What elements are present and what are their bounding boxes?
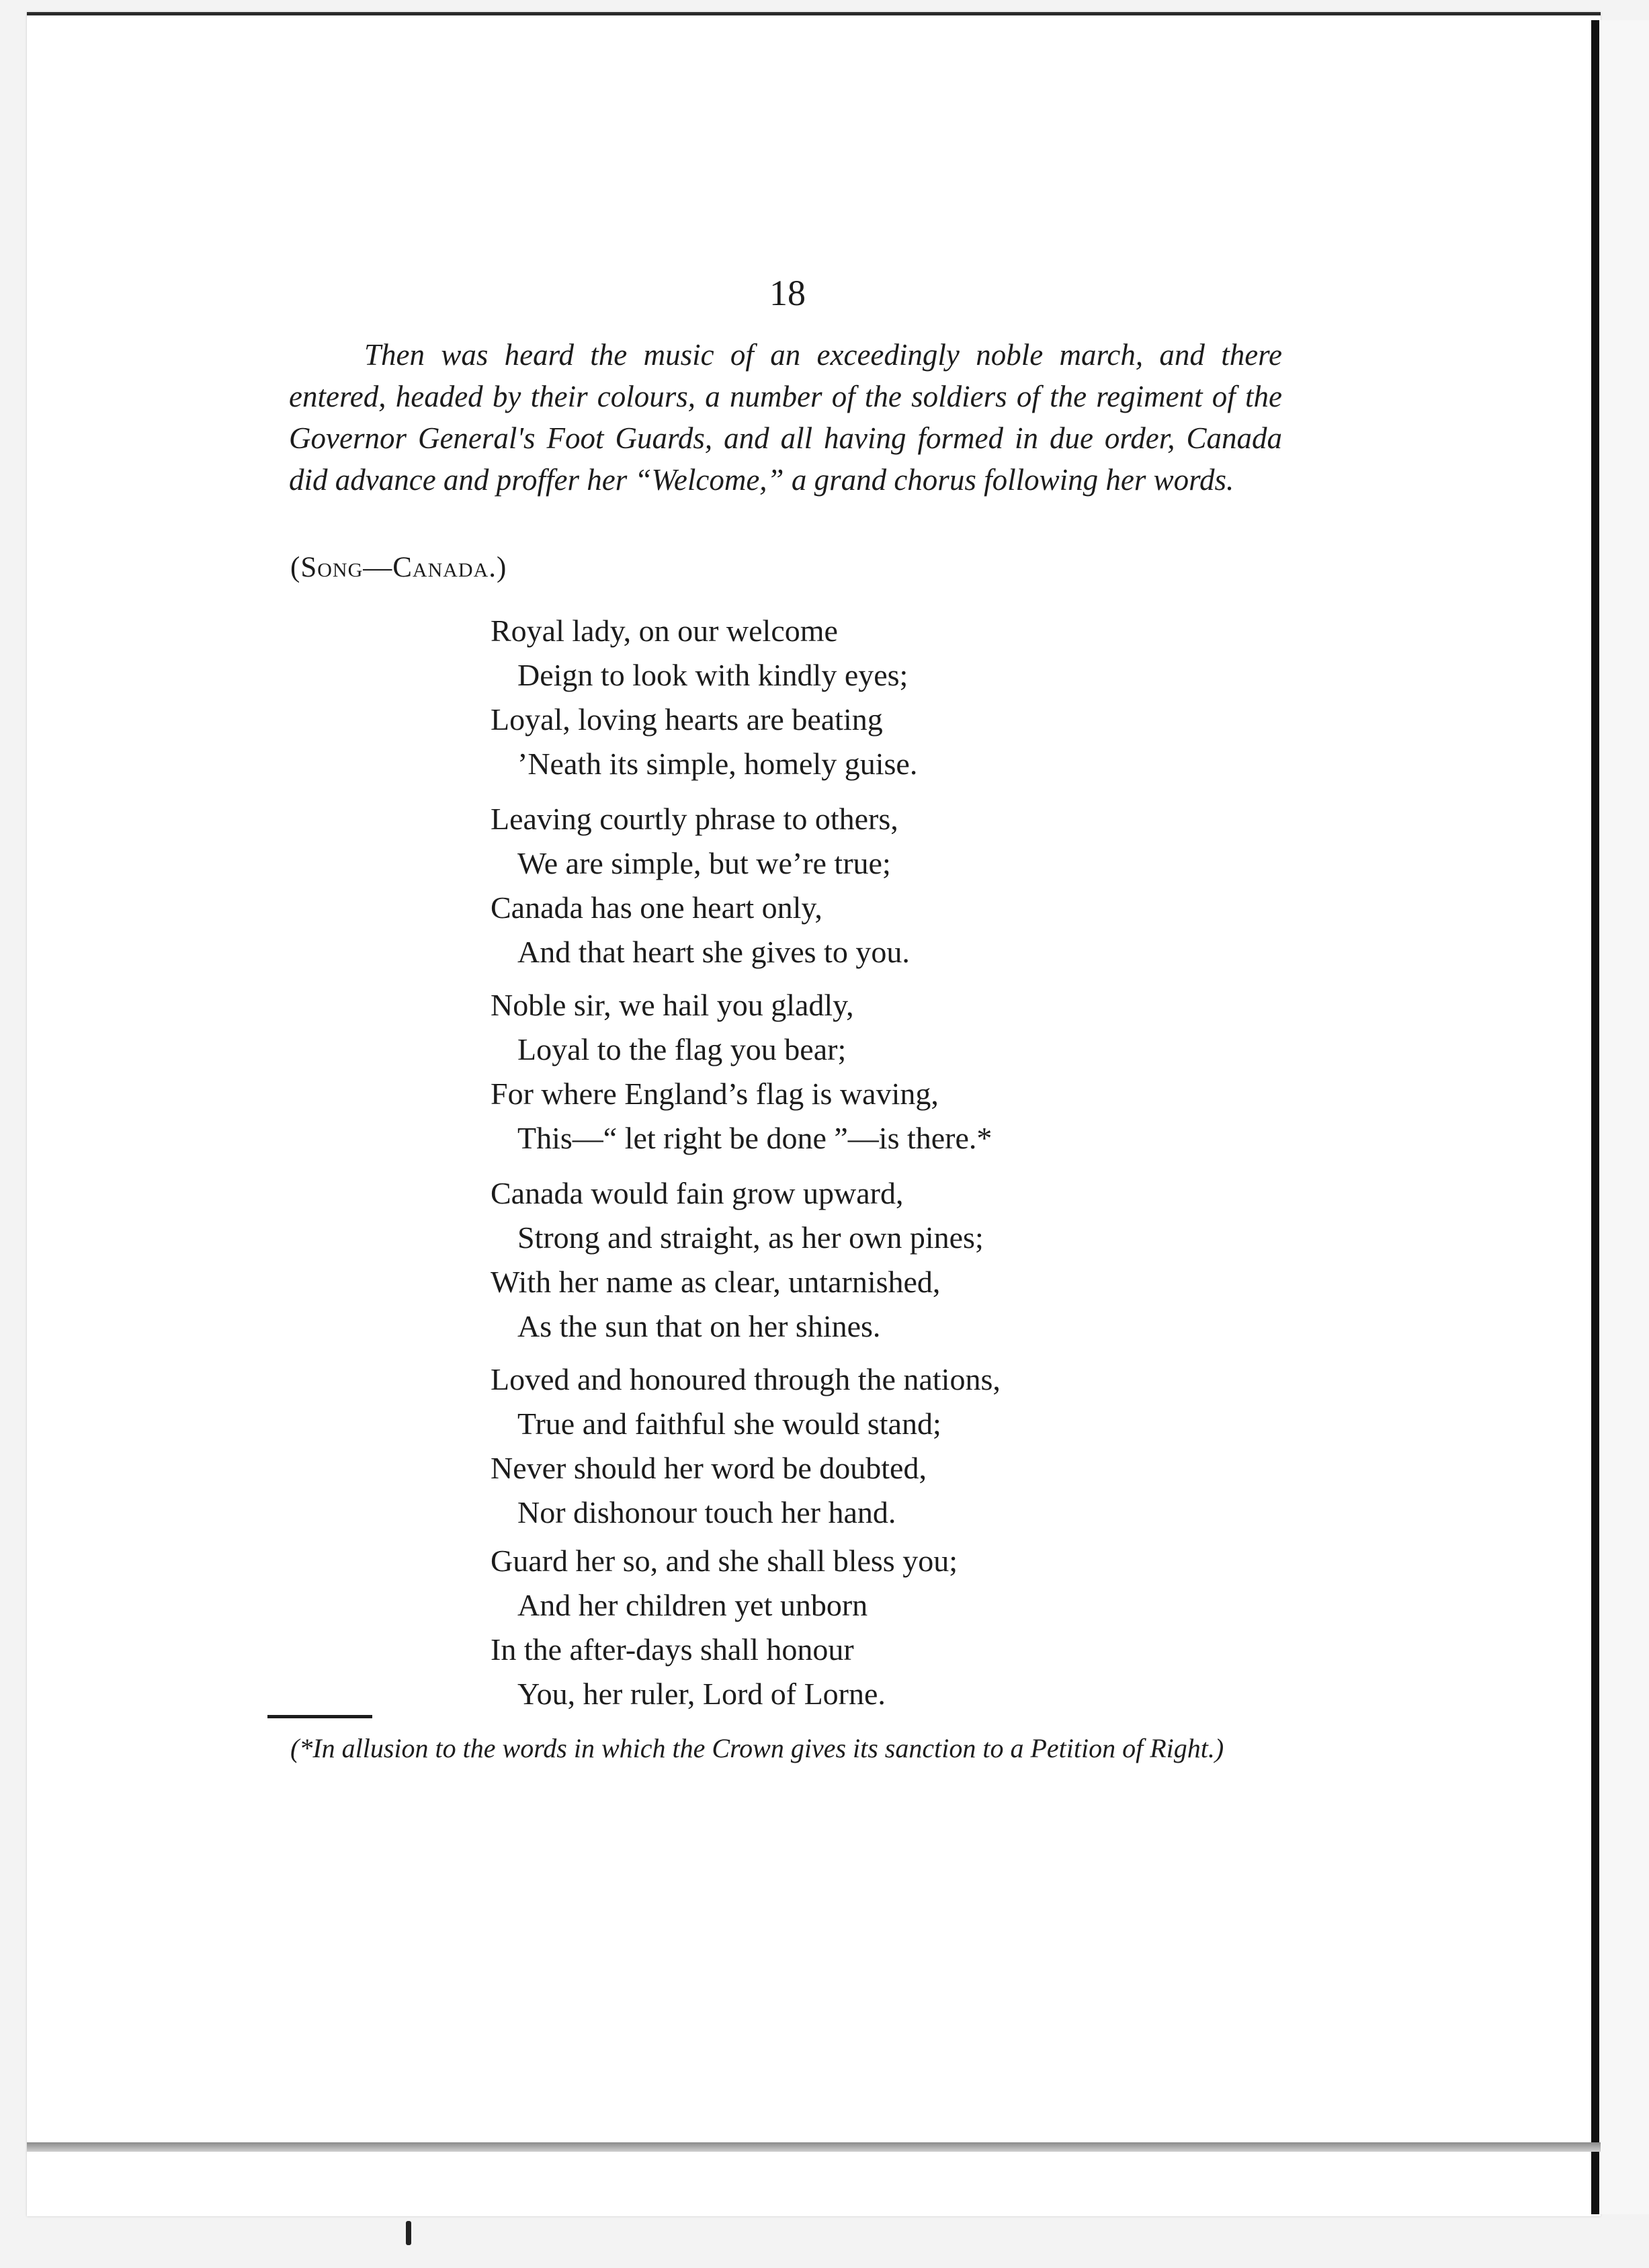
stanza-4 bbox=[491, 1171, 1162, 1349]
verse-line: This—“ let right be done ”—is there.* bbox=[517, 1121, 992, 1155]
verse-line: Guard her so, and she shall bless you; bbox=[491, 1544, 958, 1578]
verse-line: Nor dishonour touch her hand. bbox=[517, 1495, 896, 1529]
verse-line: Canada would fain grow upward, bbox=[491, 1176, 904, 1210]
footnote: (*In allusion to the words in which the Crown gives its sanction to a Petition of Right.) bbox=[290, 1733, 1224, 1763]
verse-line: Royal lady, on our welcome bbox=[491, 614, 838, 648]
stanza-6 bbox=[491, 1539, 1162, 1716]
scan-artifact bbox=[406, 2221, 411, 2245]
verse-line: As the sun that on her shines. bbox=[517, 1309, 881, 1343]
verse-line: With her name as clear, untarnished, bbox=[491, 1265, 941, 1299]
verse-line: Canada has one heart only, bbox=[491, 890, 822, 925]
scan-margin bbox=[1599, 20, 1649, 2214]
page-edge-shadow bbox=[1591, 20, 1599, 2214]
verse-line: Noble sir, we hail you gladly, bbox=[491, 988, 854, 1022]
verse-line: You, her ruler, Lord of Lorne. bbox=[517, 1677, 886, 1711]
verse-line: Loyal, loving hearts are beating bbox=[491, 702, 883, 737]
verse-line: Deign to look with kindly eyes; bbox=[517, 658, 908, 692]
stanza-1 bbox=[491, 609, 1162, 786]
stanza-2 bbox=[491, 797, 1162, 974]
verse-line: And that heart she gives to you. bbox=[517, 935, 910, 969]
footnote-rule bbox=[267, 1715, 372, 1718]
intro-paragraph: Then was heard the music of an exceedingly noble march, and there entered, headed by their colours, a number of the soldiers of the regiment of the Governor General's Foot Guards, and all having formed in due order, Canada did advance and proffer her “Welcome,” a grand chorus following her words. bbox=[289, 338, 1282, 497]
verse-line: Loved and honoured through the nations, bbox=[491, 1362, 1001, 1396]
verse-line: We are simple, but we’re true; bbox=[517, 846, 891, 880]
stanza-5 bbox=[491, 1357, 1162, 1535]
verse-line: In the after-days shall honour bbox=[491, 1632, 854, 1667]
verse-line: Never should her word be doubted, bbox=[491, 1451, 927, 1485]
verse-line: Leaving courtly phrase to others, bbox=[491, 802, 898, 836]
verse-line: True and faithful she would stand; bbox=[517, 1406, 941, 1441]
page-bottom-edge bbox=[27, 2142, 1601, 2152]
verse-line: Loyal to the flag you bear; bbox=[517, 1032, 847, 1066]
verse-line: And her children yet unborn bbox=[517, 1588, 868, 1622]
page-number: 18 bbox=[769, 273, 806, 313]
song-heading: (Song—Canada.) bbox=[290, 552, 507, 583]
verse-line: Strong and straight, as her own pines; bbox=[517, 1220, 984, 1255]
stanza-3 bbox=[491, 983, 1162, 1161]
verse-line: ’Neath its simple, homely guise. bbox=[517, 747, 918, 781]
verse-line: For where England’s flag is waving, bbox=[491, 1077, 939, 1111]
